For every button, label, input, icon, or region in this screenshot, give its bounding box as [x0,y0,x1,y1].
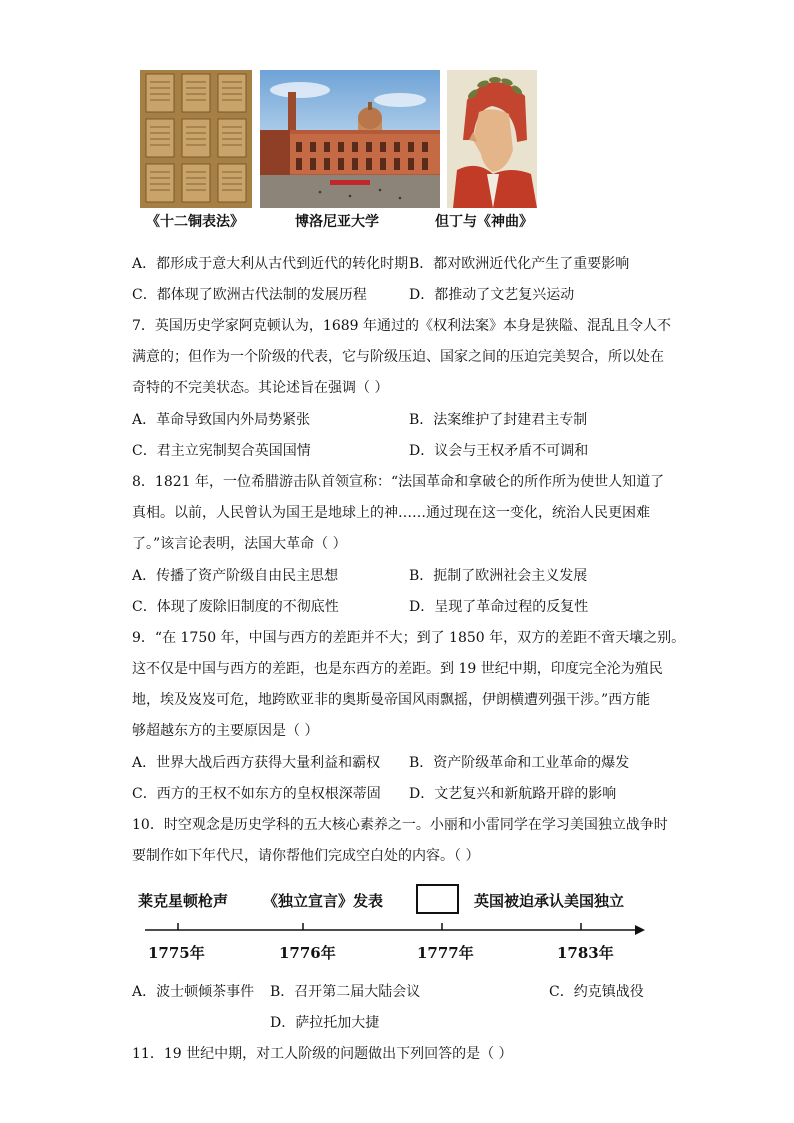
q10-stem: 10．时空观念是历史学科的五大核心素养之一。小丽和小雷同学在学习美国独立战争时 [132,817,668,833]
image-caption: 博洛尼亚大学 [295,214,379,230]
twelve-tables-image [140,70,252,208]
timeline-event: 英国被迫承认美国独立 [474,892,625,910]
q6-option-d[interactable]: D．都推动了文艺复兴运动 [409,287,575,303]
q8-stem: 8．1821 年，一位希腊游击队首领宣称：“法国革命和拿破仑的所作所为使世人知道了 [132,474,665,490]
q8-option-b[interactable]: B．扼制了欧洲社会主义发展 [409,568,588,584]
q8-option-c[interactable]: C．体现了废除旧制度的不彻底性 [132,599,339,615]
q8-option-a[interactable]: A．传播了资产阶级自由民主思想 [132,568,339,584]
timeline-year: 1777年 [417,944,474,962]
q9-stem: 这不仅是中国与西方的差距，也是东西方的差距。到 19 世纪中期，印度完全沦为殖民 [132,661,663,677]
q6-option-a[interactable]: A．都形成于意大利从古代到近代的转化时期 [132,256,409,272]
q7-stem: 奇特的不完美状态。其论述旨在强调（ ） [132,380,389,396]
timeline-year: 1783年 [557,944,614,962]
q10-stem: 要制作如下年代尺，请你帮他们完成空白处的内容。（ ） [132,848,480,864]
timeline-blank-box [416,884,459,914]
q7-option-c[interactable]: C．君主立宪制契合英国国情 [132,443,311,459]
q9-option-c[interactable]: C．西方的王权不如东方的皇权根深蒂固 [132,786,381,802]
q10-option-a[interactable]: A．波士顿倾茶事件 [132,984,255,1000]
image-caption: 但丁与《神曲》 [435,214,533,230]
q9-stem: 9．“在 1750 年，中国与西方的差距并不大；到了 1850 年，双方的差距不啻天壤之别。 [132,630,686,646]
q9-stem: 地，埃及岌岌可危，地跨欧亚非的奥斯曼帝国风雨飘摇，伊朗横遭列强干涉。”西方能 [132,692,651,708]
q7-option-a[interactable]: A．革命导致国内外局势紧张 [132,412,311,428]
q6-option-b[interactable]: B．都对欧洲近代化产生了重要影响 [409,256,630,272]
q10-option-b[interactable]: B．召开第二届大陆会议 [270,984,421,1000]
q7-option-d[interactable]: D．议会与王权矛盾不可调和 [409,443,589,459]
q9-option-d[interactable]: D．文艺复兴和新航路开辟的影响 [409,786,617,802]
dante-image [447,70,537,208]
q7-option-b[interactable]: B．法案维护了封建君主专制 [409,412,588,428]
q11-stem: 11．19 世纪中期，对工人阶级的问题做出下列回答的是（ ） [132,1046,513,1062]
timeline-year: 1776年 [279,944,336,962]
q7-stem: 7．英国历史学家阿克顿认为，1689 年通过的《权利法案》本身是狭隘、混乱且令人不 [132,318,671,334]
timeline-year: 1775年 [148,944,205,962]
q7-stem: 满意的；但作为一个阶级的代表，它与阶级压迫、国家之间的压迫完美契合，所以处在 [132,349,664,365]
q6-option-c[interactable]: C．都体现了欧洲古代法制的发展历程 [132,287,367,303]
q9-stem: 够超越东方的主要原因是（ ） [132,723,319,739]
q8-stem: 了。”该言论表明，法国大革命（ ） [132,536,347,552]
timeline-event: 莱克星顿枪声 [138,892,229,910]
timeline-event: 《独立宣言》发表 [263,892,384,910]
bologna-university-image [260,70,440,208]
q10-option-d[interactable]: D．萨拉托加大捷 [270,1015,380,1031]
q9-option-a[interactable]: A．世界大战后西方获得大量利益和霸权 [132,755,381,771]
image-caption: 《十二铜表法》 [146,214,244,230]
q9-option-b[interactable]: B．资产阶级革命和工业革命的爆发 [409,755,630,771]
q8-stem: 真相。以前，人民曾认为国王是地球上的神……通过现在这一变化，统治人民更困难 [132,505,650,521]
q8-option-d[interactable]: D．呈现了革命过程的反复性 [409,599,589,615]
q10-option-c[interactable]: C．约克镇战役 [549,984,644,1000]
timeline-axis [140,920,650,940]
